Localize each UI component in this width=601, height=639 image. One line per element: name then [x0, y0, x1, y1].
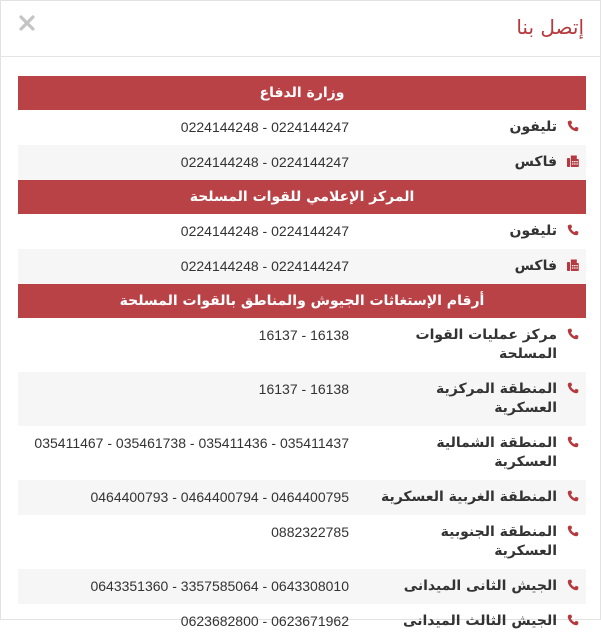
phone-icon	[563, 326, 583, 340]
modal-header	[1, 1, 600, 57]
contact-phone-numbers: 0464400795 - 0464400794 - 0464400793	[90, 489, 349, 505]
section-header: وزارة الدفاع	[18, 76, 586, 110]
contact-phone-numbers: 0224144247 - 0224144248	[180, 154, 349, 170]
contact-label: تليفون	[509, 119, 557, 135]
contact-phone-numbers: 0224144247 - 0224144248	[180, 119, 349, 135]
contact-row	[18, 110, 586, 145]
modal-title: إتصل بنا	[516, 15, 584, 39]
phone-icon	[563, 434, 583, 448]
contact-row	[18, 318, 586, 372]
contact-row	[18, 372, 586, 426]
fax-icon	[563, 257, 583, 272]
contact-row	[18, 145, 586, 180]
modal-body	[18, 76, 586, 639]
contact-phone-numbers: 0224144247 - 0224144248	[180, 258, 349, 274]
contact-label-cell	[376, 257, 586, 276]
contact-phone-numbers: 0224144247 - 0224144248	[180, 223, 349, 239]
section-header: أرقام الإستغاثات الجيوش والمناطق بالقوات المسلحة	[18, 284, 586, 318]
fax-icon	[563, 153, 583, 168]
contact-label: الجيش الثالث الميدانى	[403, 613, 557, 629]
contact-label-cell	[376, 326, 586, 364]
contact-label: المنطقة الجنوبية العسكرية	[440, 524, 557, 559]
phone-icon	[563, 577, 583, 591]
contact-row	[18, 569, 586, 604]
contact-row	[18, 480, 586, 515]
contact-label: فاكس	[514, 258, 557, 274]
contact-label-cell	[376, 222, 586, 241]
contact-row	[18, 249, 586, 284]
contact-label-cell	[376, 118, 586, 137]
contact-label: المنطقة المركزية العسكرية	[436, 381, 557, 416]
close-icon[interactable]	[18, 14, 38, 34]
contact-phone-numbers: 0882322785	[271, 524, 349, 540]
contact-phone-numbers: 0623671962 - 0623682800	[180, 613, 349, 629]
contact-row	[18, 214, 586, 249]
contact-label-cell	[376, 523, 586, 561]
phone-icon	[563, 488, 583, 502]
phone-icon	[563, 118, 583, 132]
contact-row	[18, 426, 586, 480]
contact-label: الجيش الثانى الميدانى	[403, 578, 557, 594]
section-header: المركز الإعلامي للقوات المسلحة	[18, 180, 586, 214]
contact-phone-numbers: 0643308010 - 3357585064 - 0643351360	[90, 578, 349, 594]
contact-label-cell	[376, 434, 586, 472]
contact-phone-numbers: 035411437 - 035411436 - 035461738 - 035411467	[34, 435, 349, 451]
contact-label-cell	[376, 380, 586, 418]
phone-icon	[563, 380, 583, 394]
contact-label: المنطقة الشمالية العسكرية	[436, 435, 557, 470]
contact-label: فاكس	[514, 154, 557, 170]
contact-label-cell	[376, 612, 586, 631]
contact-row	[18, 515, 586, 569]
contact-label: تليفون	[509, 223, 557, 239]
contact-phone-numbers: 16138 - 16137	[258, 327, 349, 343]
contact-label: المنطقة الغربية العسكرية	[380, 489, 557, 505]
phone-icon	[563, 222, 583, 236]
contact-phone-numbers: 16138 - 16137	[258, 381, 349, 397]
phone-icon	[563, 612, 583, 626]
contact-label-cell	[376, 153, 586, 172]
contact-label-cell	[376, 577, 586, 596]
contact-row	[18, 604, 586, 639]
contact-label: مركز عمليات القوات المسلحة	[415, 327, 557, 362]
contact-label-cell	[376, 488, 586, 507]
phone-icon	[563, 523, 583, 537]
